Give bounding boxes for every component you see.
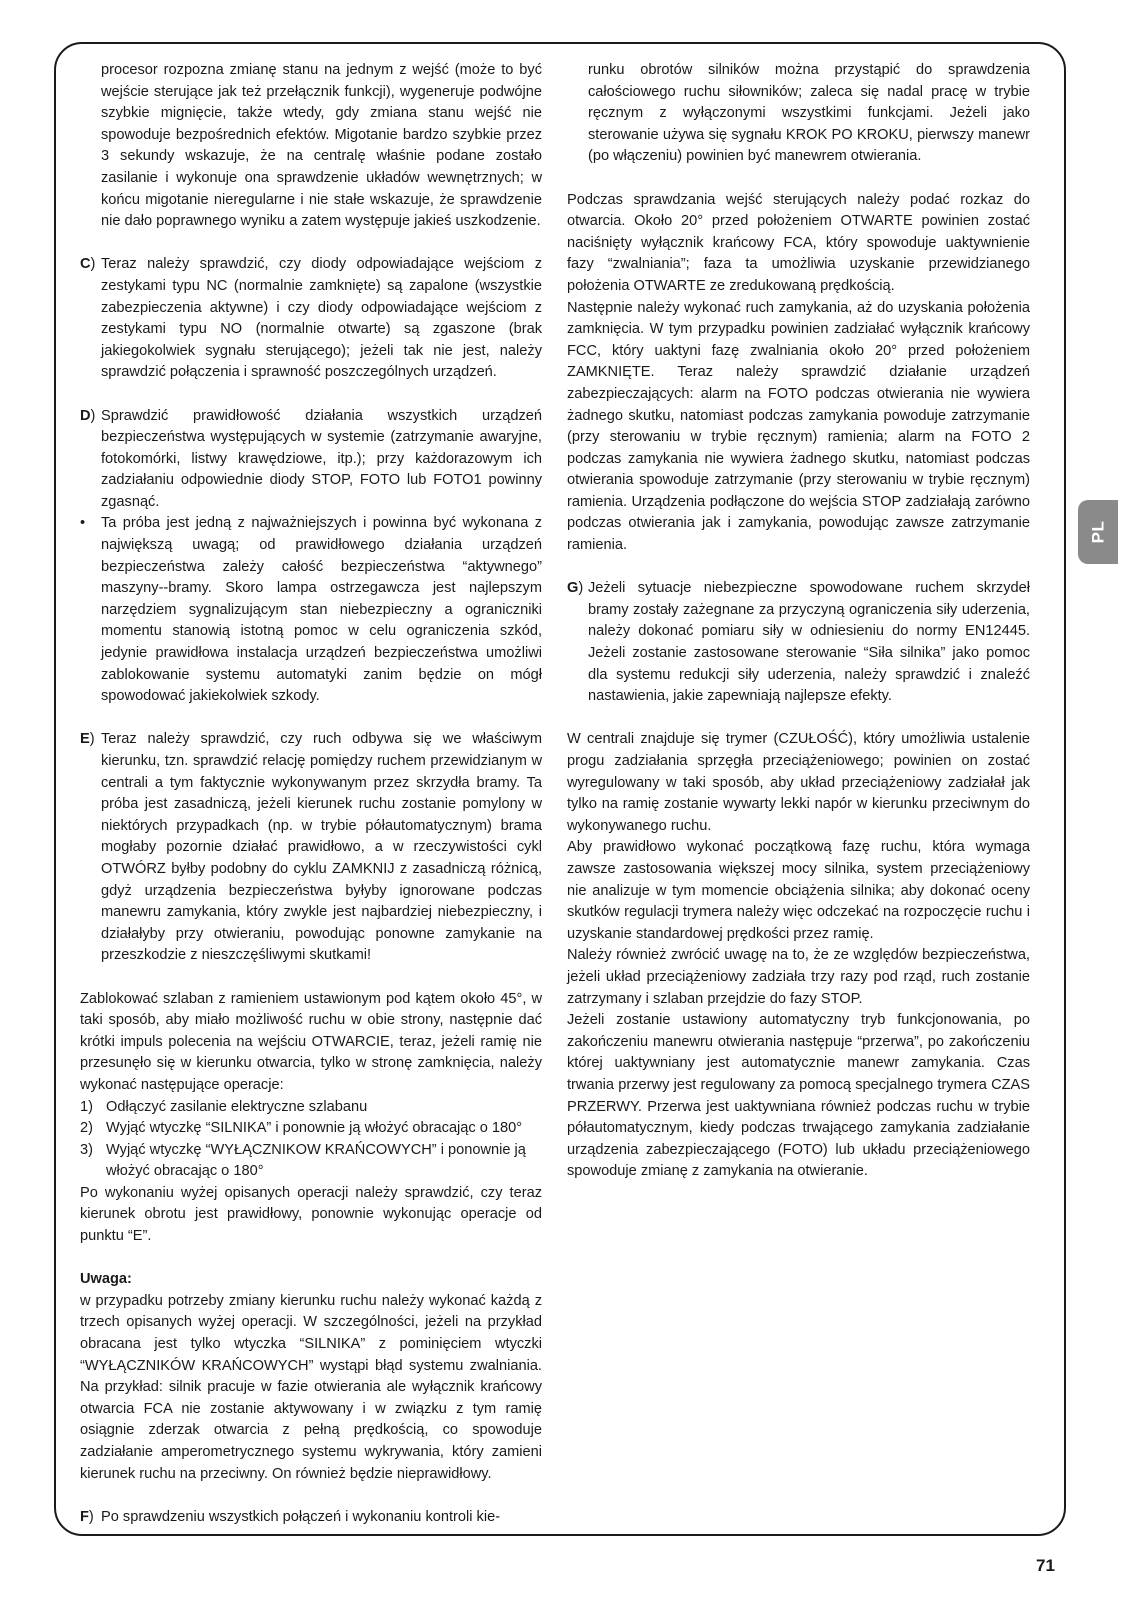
auto-mode-paragraph: Jeżeli zostanie ustawiony automatyczny tryb funkcjonowania, po zakończeniu manewru otwierania następuje “przerwa”, po zakończeniu której uaktywniany jest automatycznie manewr zamykania. Czas trwania przerwy jest regulowany za pomocą specjalnego trymera CZAS PRZERWY. Przerwa jest uaktywniana również podczas ruchu w trybie półautomatycznym, kiedy podczas trwającego zamykania zadziałanie urządzenia zabezpieczającego (FOTO) lub układu przeciążeniowego spowoduje zmianę z zamykania na otwieranie. xyxy=(567,1012,1030,1180)
note-text: w przypadku potrzeby zmiany kierunku ruchu należy wykonać każdą z trzech opisanych wyżej operacji. W szczególności, jeżeli na przykład obracana jest tylko wtyczka “SILNIKA” z pominięciem wtyczki “WYŁĄCZNIKÓW KRAŃCOWYCH” wystąpi błąd systemu zwalniania. Na przykład: silnik pracuje w fazie otwierania ale wyłącznik krańcowy otwarcia FCA nie zostanie aktywowany i w związku z tym ramię osiągnie zderzak otwarcia z pełną prędkością, co spowoduje zadziałanie amperometrycznego systemu wykrywania, który zamieni kierunek ruchu na przeciwny. On również będzie nieprawidłowy. xyxy=(80,1292,542,1482)
item-marker: C) xyxy=(80,256,96,273)
bullet-text: Ta próba jest jedną z najważniejszych i powinna być wykonana z największą uwagą; od prawidłowego działania urządzeń bezpieczeństwa zależy całość bezpieczeństwa “aktywnego” maszyny--bramy. Skoro lampa ostrzegawcza jest najlepszym narzędziem sygnalizującym stan niebezpieczny a ograniczniki momentu stanowią istotną pomoc w celu ograniczenia szkód, jedynie prawidłowa instalacja urządzeń bezpieczeństwa umożliwi zablokowanie systemu automatyki zanim będzie on mógł spowodować jakiekolwiek szkody. xyxy=(101,515,542,705)
item-marker: F) xyxy=(80,1508,94,1525)
list-item-g xyxy=(567,578,1030,708)
item-marker: E) xyxy=(80,731,95,748)
intro-continuation: procesor rozpozna zmianę stanu na jednym z wejść (może to być wejście sterujące jak też przełącznik funkcji), wygeneruje podwójne szybkie mignięcie, także wtedy, gdy zmiana stanu wejść nie spowoduje bezpośrednich efektów. Migotanie bardzo szybkie przez 3 sekundy wskazuje, że na centralę właśnie podane zostało zasilanie i wykonuje ona sprawdzenie układów wewnętrznych; w końcu migotanie nieregularne i nie stałe wskazuje, że sprawdzenie nie dało poprawnego wyniku a zatem występuje jakieś uszkodzenie. xyxy=(101,62,542,230)
list-item-f xyxy=(80,1507,542,1529)
item-marker: D) xyxy=(80,407,96,424)
item-text: Teraz należy sprawdzić, czy diody odpowiadające wejściom z zestykami typu NC (normalnie zamknięte) są zapalone (wszystkie zabezpieczenia aktywne) i czy diody odpowiadające wejściom z zestykami typu NO (normalnie otwarte) są zgaszone (brak jakiegokolwiek sygnału sterującego); jeżeli tak nie jest, należy sprawdzić połączenia i sprawność poszczególnych urządzeń. xyxy=(101,256,542,381)
item-text: Teraz należy sprawdzić, czy ruch odbywa się we właściwym kierunku, tzn. sprawdzić relację pomiędzy ruchem przewidzianym w centrali a tym faktycznie wykonywanym przez skrzydła bramy. Ta próba jest zasadniczą, jeżeli kierunek ruchu zostanie pomylony w niektórych przypadkach (np. w trybie półautomatycznym) brama mogłaby pozornie działać prawidłowo, a w rzeczywistości cykl OTWÓRZ byłby podobny do cyklu ZAMKNIJ z zasadniczą różnicą, gdyż urządzenia bezpieczeństwa byłyby ignorowane podczas manewru zamykania, który zwykle jest najbardziej niebezpieczny, i działałyby przy otwieraniu, powodując ponowne zamykanie na przeszkodzie z nieszczęśliwymi skutkami! xyxy=(101,731,542,964)
bullet-item xyxy=(80,513,542,707)
step-3: 3) Wyjąć wtyczkę “WYŁĄCZNIKOW KRAŃCOWYCH” i ponownie ją włożyć obracając o 180° xyxy=(80,1141,526,1180)
inputs-paragraph-1: Podczas sprawdzania wejść sterujących należy podać rozkaz do otwarcia. Około 20° przed położeniem OTWARTE powinien zostać naciśnięty wyłącznik krańcowy FCA, który spowoduje uaktywnienie fazy “zwalniania”; faza ta umożliwia uzyskanie przewidzianego położenia OTWARTE ze zredukowaną prędkością. xyxy=(567,191,1030,294)
trimmer-paragraph: W centrali znajduje się trymer (CZUŁOŚĆ), który umożliwia ustalenie progu zadziałania sprzęgła przeciążeniowego; powinien on zostać wyregulowany w taki sposób, aby układ przeciążeniowy zadziałał jak tylko na ramię zostanie wywarty lekki napór w kierunku przeciwnym do wykonywanego ruchu. xyxy=(567,731,1030,834)
item-f-continuation: runku obrotów silników można przystąpić do sprawdzenia całościowego ruchu siłowników; zaleca się nadal pracę w trybie ręcznym z wyłączonymi wszystkimi funkcjami. Jeżeli jako sterowanie używa się sygnału KROK PO KROKU, pierwszy manewr (po włączeniu) powinien być manewrem otwierania. xyxy=(588,62,1030,165)
safety-paragraph: Należy również zwrócić uwagę na to, że ze względów bezpieczeństwa, jeżeli układ przeciążeniowy zadziała trzy razy pod rząd, ruch zostanie zatrzymany i szlaban przejdzie do fazy STOP. xyxy=(567,947,1030,1007)
step-2: 2) Wyjąć wtyczkę “SILNIKA” i ponownie ją włożyć obracając o 180° xyxy=(80,1120,523,1137)
lock-paragraph: Zablokować szlaban z ramieniem ustawionym pod kątem około 45°, w taki sposób, aby miało możliwość ruchu w obie strony, następnie dać krótki impuls polecenia na wejściu OTWARCIE, teraz, jeżeli ramię nie przesunęło się w kierunku otwarcia, tylko w stronę zamknięcia, należy wykonać następujące operacje: xyxy=(80,990,542,1093)
list-item-d xyxy=(80,406,542,514)
item-marker: G) xyxy=(567,580,584,597)
list-item-e xyxy=(80,729,542,967)
item-text: Sprawdzić prawidłowość działania wszystkich urządzeń bezpieczeństwa występujących w systemie (zatrzymanie awaryjne, fotokomórki, listwy krawędziowe, itp.); przy każdorazowym ich zadziałaniu odpowiednie diody STOP, FOTO lub FOTO1 powinny zgasnąć. xyxy=(101,407,542,510)
right-column xyxy=(567,60,1030,1183)
language-tab-label: PL xyxy=(1087,520,1107,544)
list-item-c xyxy=(80,254,542,384)
language-tab xyxy=(1078,500,1118,564)
inputs-paragraph-2: Następnie należy wykonać ruch zamykania, aż do uzyskania położenia zamknięcia. W tym przypadku powinien zadziałać wyłącznik krańcowy FCC, który uaktyni fazę zwalniania około 20° przed położeniem ZAMKNIĘTE. Teraz należy sprawdzić działanie urządzeń zabezpieczających: alarm na FOTO podczas otwierania nie wywiera żadnego skutku, natomiast podczas zamykania powoduje zatrzymanie (przy sterowaniu w trybie ręcznym) ramienia; alarm na FOTO 2 podczas zamykania nie wywiera żadnego skutku, natomiast podczas otwierania spowoduje zatrzymanie (przy sterowaniu w trybie ręcznym) ramienia. Urządzenia podłączone do wejścia STOP zadziałają zarówno podczas otwierania jak i zamykania, powodując zawsze zatrzymanie ramienia. xyxy=(567,299,1030,554)
after-steps-paragraph: Po wykonaniu wyżej opisanych operacji należy sprawdzić, czy teraz kierunek obrotu jest prawidłowy, ponownie wykonując operacje od punktu “E”. xyxy=(80,1184,542,1245)
initial-phase-paragraph: Aby prawidłowo wykonać początkową fazę ruchu, która wymaga zawsze zastosowania większej mocy silnika, system przeciążeniowy nie analizuje w tym momencie obciążenia silnika; aby dokonać oceny skutków regulacji trymera należy więc odczekać na rozpoczęcie ruchu i uzyskanie standardowej prędkości przez ramię. xyxy=(567,839,1030,942)
page-number: 71 xyxy=(1036,1556,1055,1575)
item-text: Po sprawdzeniu wszystkich połączeń i wykonaniu kontroli kie- xyxy=(101,1508,501,1525)
step-1: 1) Odłączyć zasilanie elektryczne szlabanu xyxy=(80,1098,368,1115)
left-column xyxy=(80,60,542,1528)
note-heading: Uwaga: xyxy=(80,1271,132,1288)
item-text: Jeżeli sytuacje niebezpieczne spowodowane ruchem skrzydeł bramy zostały zażegnane za przyczyną ograniczenia siły uderzenia, należy dokonać pomiaru siły w odniesieniu do normy EN12445. Jeżeli zostanie zastosowane sterowanie “Siła silnika” jako pomoc dla systemu redukcji siły uderzenia, należy sprawdzić i znaleźć nastawienia, jakie zapewniają najlepsze efekty. xyxy=(588,580,1030,705)
bullet-symbol: • xyxy=(80,515,86,532)
